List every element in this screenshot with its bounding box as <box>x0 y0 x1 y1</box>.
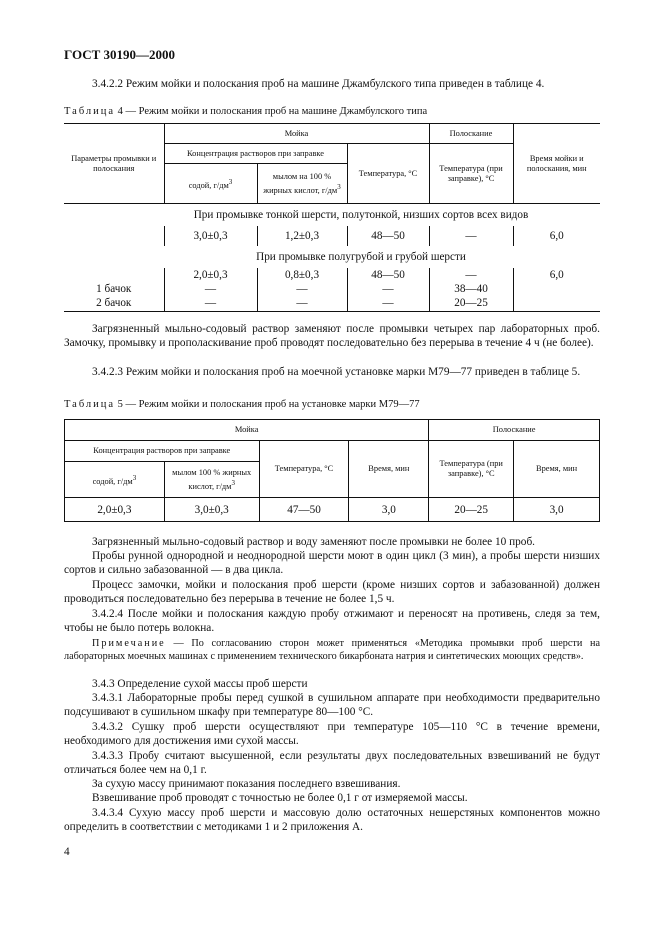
t5-cell: 47—50 <box>259 498 349 522</box>
paragraph-wash-solution: Загрязненный мыльно-содовый раствор заменяют после промывки четырех пар лабораторных проб. Замочку, промывку и прополаскивание проб проводят последовательно без перерыва в течение 4 ч (не более). <box>64 323 600 350</box>
t4-cell: — <box>347 296 429 312</box>
paragraph-dry-mass: За сухую массу принимают показания последнего взвешивания. <box>92 778 401 790</box>
t4-cell: 3,0±0,3 <box>164 226 257 246</box>
t4-cell: 1,2±0,3 <box>257 226 347 246</box>
t4-header-soda: содой, $г/дм^3$ <box>164 164 257 204</box>
t4-cell <box>513 296 600 312</box>
note-label: Примечание <box>92 638 166 649</box>
t5-cell: 20—25 <box>429 498 514 522</box>
t5-cell: 3,0 <box>349 498 429 522</box>
document-header: ГОСТ 30190—2000 <box>64 47 176 62</box>
t4-cell: 6,0 <box>513 268 600 282</box>
t5-header-wash: Мойка <box>65 420 429 441</box>
t4-subheader-fine: При промывке тонкой шерсти, полутонкой, низших сортов всех видов <box>193 208 529 221</box>
page-number: 4 <box>64 846 70 858</box>
clause-3-4-3-2: 3.4.3.2 Сушку проб шерсти осуществляют при температуре 105—110 °С в течение времени, необходимого для достижения ими сухой массы. <box>64 721 600 748</box>
clause-3-4-2-4: 3.4.2.4 После мойки и полоскания каждую пробу отжимают и переносят на противень, следя за тем, чтобы не было потерь волокна. <box>64 608 600 635</box>
t4-header-concentration: Концентрация растворов при заправке <box>164 144 347 164</box>
t4-cell <box>513 282 600 296</box>
t4-cell <box>64 226 164 246</box>
t4-header-rinse: Полоскание <box>429 124 513 144</box>
t4-header-temperature: Температура, °С <box>347 144 429 204</box>
t4-cell: — <box>429 268 513 282</box>
paragraph-wash-cycles: Пробы рунной однородной и неоднородной шерсти моют в один цикл (3 мин), а пробы шерсти низших сортов и сильно забазованной — в два цикла. <box>64 550 600 577</box>
t5-header-soda: содой, $г/дм^3$ <box>65 462 165 498</box>
t5-header-rinse-temperature: Температура (при заправке), °С <box>429 441 514 498</box>
t4-row-fine <box>64 226 600 246</box>
t4-row-coarse <box>64 268 600 282</box>
t4-row-tank-1 <box>64 282 600 296</box>
t4-header-wash: Мойка <box>164 124 429 144</box>
t5-cell: 3,0±0,3 <box>164 498 259 522</box>
t4-row-tank-2 <box>64 296 600 312</box>
t4-cell: 6,0 <box>513 226 600 246</box>
t5-cell: 2,0±0,3 <box>65 498 165 522</box>
table-5-caption: Таблица 5 — Режим мойки и полоскания проб на установке марки М79—77 <box>64 399 420 410</box>
t4-cell: 48—50 <box>347 268 429 282</box>
t5-header-rinse: Полоскание <box>429 420 600 441</box>
t4-cell: — <box>164 296 257 312</box>
t4-cell: 48—50 <box>347 226 429 246</box>
t4-cell: 2,0±0,3 <box>164 268 257 282</box>
t4-cell: — <box>257 282 347 296</box>
note <box>64 637 600 663</box>
t4-header-params: Параметры промывки и полоскания <box>64 124 164 204</box>
paragraph-weighing: Взвешивание проб проводят с точностью не более 0,1 г от измеряемой массы. <box>92 792 468 804</box>
t4-cell: 1 бачок <box>96 282 132 295</box>
clause-3-4-2-2: 3.4.2.2 Режим мойки и полоскания проб на машине Джамбулского типа приведен в таблице 4. <box>92 78 545 90</box>
table-4 <box>64 123 600 312</box>
paragraph-process-duration: Процесс замочки, мойки и полоскания проб шерсти (кроме низших сортов и забазованной) должен проводиться последовательно без перерыва в течение не более 1,5 ч. <box>64 579 600 606</box>
t5-header-soap: мылом 100 % жирных кислот, $г/дм^3$ <box>164 462 259 498</box>
t4-cell: 2 бачок <box>64 296 164 312</box>
clause-3-4-3: 3.4.3 Определение сухой массы проб шерсти <box>92 678 308 690</box>
table-4-caption: Таблица 4 — Режим мойки и полоскания проб на машине Джамбулского типа <box>64 106 428 117</box>
table-5 <box>64 419 600 522</box>
t4-cell: 38—40 <box>429 282 513 296</box>
clause-3-4-3-4: 3.4.3.4 Сухую массу проб шерсти и массовую долю остаточных нешерстяных компонентов можно определить в соответствии с методиками 1 и 2 приложения А. <box>64 807 600 834</box>
t4-cell: — <box>164 282 257 296</box>
note-text: — По согласованию сторон может применяться «Методика промывки проб шерсти на лабораторных моечных машинах с применением технического бикарбоната натрия и синтетических моющих средств». <box>64 638 600 663</box>
t4-header-soap: мылом на 100 % жирных кислот, $г/дм^3$ <box>257 164 347 204</box>
t5-row <box>65 498 600 522</box>
clause-3-4-2-3: 3.4.2.3 Режим мойки и полоскания проб на моечной установке марки М79—77 приведен в таблице 5. <box>92 366 581 378</box>
paragraph-replace-solution: Загрязненный мыльно-содовый раствор и воду заменяют после промывки не более 10 проб. <box>92 536 536 548</box>
t4-cell: — <box>429 226 513 246</box>
t4-cell <box>64 268 164 282</box>
t5-header-rinse-time: Время, мин <box>514 441 600 498</box>
t5-cell: 3,0 <box>514 498 600 522</box>
clause-3-4-3-1: 3.4.3.1 Лабораторные пробы перед сушкой в сушильном аппарате при необходимости предварительно подсушивают в сушильном шкафу при температуре 80—100 °С. <box>64 692 600 719</box>
t4-cell: — <box>347 282 429 296</box>
t4-cell: 20—25 <box>429 296 513 312</box>
t4-subheader-coarse: При промывке полугрубой и грубой шерсти <box>256 250 466 263</box>
t5-header-concentration: Концентрация растворов при заправке <box>65 441 260 462</box>
t4-header-time: Время мойки и полоскания, мин <box>513 124 600 204</box>
clause-3-4-3-3: 3.4.3.3 Пробу считают высушенной, если результаты двух последовательных взвешиваний не будут отличаться более чем на 0,1 г. <box>64 750 600 777</box>
t4-header-rinse-temperature: Температура (при заправке), °С <box>429 144 513 204</box>
t4-cell: — <box>257 296 347 312</box>
t4-cell: 0,8±0,3 <box>257 268 347 282</box>
t5-header-time: Время, мин <box>349 441 429 498</box>
t5-header-temperature: Температура, °С <box>259 441 349 498</box>
